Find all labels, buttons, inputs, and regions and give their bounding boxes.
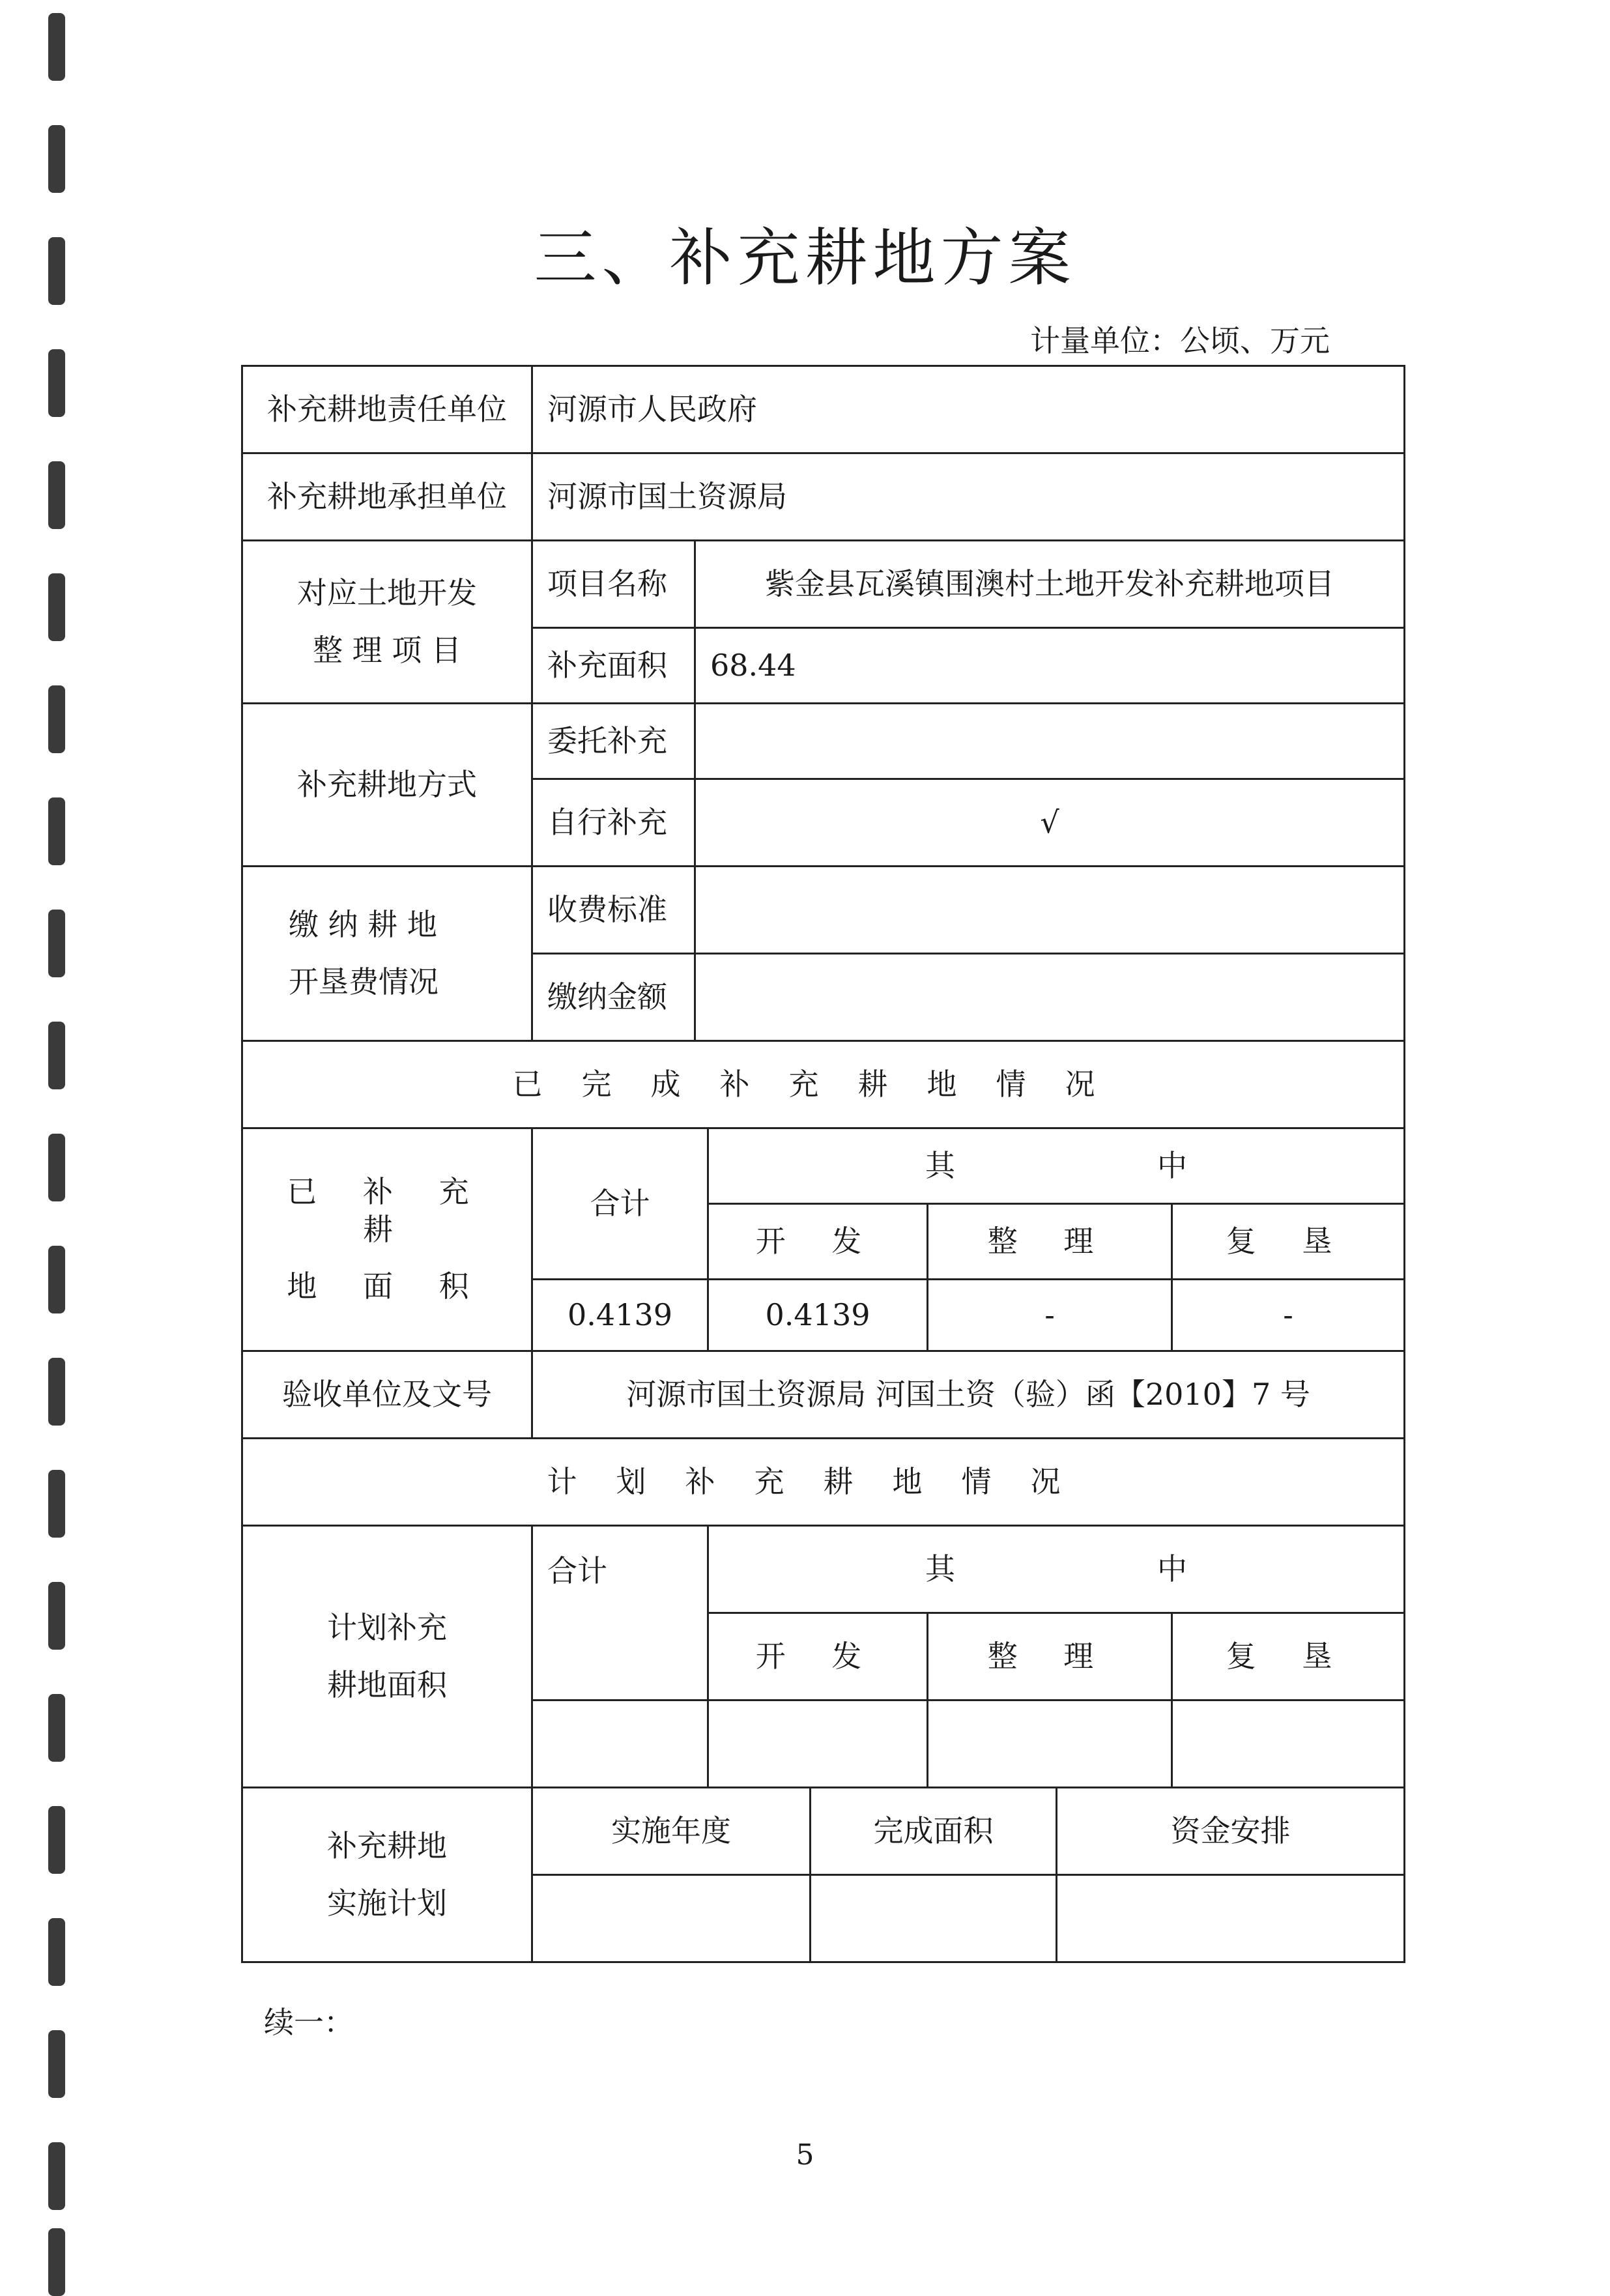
planned-dev-value: [708, 1700, 928, 1788]
implementation-area-value: [811, 1875, 1057, 1962]
responsible-unit-value: 河源市人民政府: [532, 366, 1405, 453]
project-name-label: 项目名称: [532, 541, 695, 628]
completed-arrange-value: -: [928, 1280, 1172, 1351]
completed-dev-value: 0.4139: [708, 1280, 928, 1351]
implementation-label: 补充耕地 实施计划: [242, 1788, 532, 1962]
fee-amount-label: 缴纳金额: [532, 954, 695, 1041]
responsible-unit-label: 补充耕地责任单位: [242, 366, 532, 453]
row-project-name: [242, 541, 1405, 628]
implementation-year-label: 实施年度: [532, 1788, 811, 1875]
planned-arrange-label: 整 理: [928, 1613, 1172, 1700]
completed-arrange-label: 整 理: [928, 1204, 1172, 1280]
acceptance-label: 验收单位及文号: [242, 1351, 532, 1439]
fee-standard-value: [695, 867, 1405, 954]
project-label: 对应土地开发 整 理 项 目: [242, 541, 532, 704]
project-name-value: 紫金县瓦溪镇围澳村土地开发补充耕地项目: [695, 541, 1405, 628]
row-planned-among: [242, 1526, 1405, 1613]
fee-standard-label: 收费标准: [532, 867, 695, 954]
completed-reclaim-label: 复 垦: [1172, 1204, 1405, 1280]
planned-total-value: [532, 1700, 708, 1788]
row-completed-among: [242, 1128, 1405, 1204]
planned-dev-label: 开 发: [708, 1613, 928, 1700]
method-entrust-value: [695, 704, 1405, 779]
undertaking-unit-label: 补充耕地承担单位: [242, 453, 532, 541]
row-planned-header: [242, 1439, 1405, 1526]
page-title: 三、补充耕地方案: [534, 222, 1076, 294]
row-method-entrust: [242, 704, 1405, 779]
binding-holes: [43, 13, 72, 2274]
acceptance-value: 河源市国土资源局 河国土资（验）函【2010】7 号: [532, 1351, 1405, 1439]
row-responsible-unit: [242, 366, 1405, 453]
row-fee-standard: [242, 867, 1405, 954]
project-area-label: 补充面积: [532, 628, 695, 704]
planned-total-label: 合计: [532, 1526, 708, 1700]
project-area-value: 68.44: [695, 628, 1405, 704]
undertaking-unit-value: 河源市国土资源局: [532, 453, 1405, 541]
implementation-area-label: 完成面积: [811, 1788, 1057, 1875]
completed-reclaim-value: -: [1172, 1280, 1405, 1351]
planned-header: 计划补充耕地情况: [242, 1439, 1405, 1526]
page-number: 5: [796, 2138, 814, 2172]
planned-arrange-value: [928, 1700, 1172, 1788]
completed-area-label: 已 补 充 耕 地 面 积: [242, 1128, 532, 1351]
completed-header: 已完成补充耕地情况: [242, 1041, 1405, 1128]
planned-reclaim-label: 复 垦: [1172, 1613, 1405, 1700]
implementation-year-value: [532, 1875, 811, 1962]
implementation-fund-label: 资金安排: [1057, 1788, 1405, 1875]
planned-reclaim-value: [1172, 1700, 1405, 1788]
method-label: 补充耕地方式: [242, 704, 532, 867]
planned-among-label: 其 中: [708, 1526, 1405, 1613]
completed-total-value: 0.4139: [532, 1280, 708, 1351]
completed-among-label: 其 中: [708, 1128, 1405, 1204]
method-self-label: 自行补充: [532, 779, 695, 867]
fee-amount-value: [695, 954, 1405, 1041]
completed-total-label: 合计: [532, 1128, 708, 1280]
fee-label: 缴 纳 耕 地 开垦费情况: [242, 867, 532, 1041]
row-acceptance: [242, 1351, 1405, 1439]
implementation-fund-value: [1057, 1875, 1405, 1962]
method-entrust-label: 委托补充: [532, 704, 695, 779]
farmland-plan-table: [241, 365, 1405, 1963]
unit-line: 计量单位：公顷、万元: [1030, 323, 1330, 358]
continue-label: 续一：: [264, 2005, 354, 2040]
row-undertaking-unit: [242, 453, 1405, 541]
row-completed-header: [242, 1041, 1405, 1128]
planned-area-label: 计划补充 耕地面积: [242, 1526, 532, 1788]
method-self-value: √: [695, 779, 1405, 867]
row-implementation-headers: [242, 1788, 1405, 1875]
completed-dev-label: 开 发: [708, 1204, 928, 1280]
